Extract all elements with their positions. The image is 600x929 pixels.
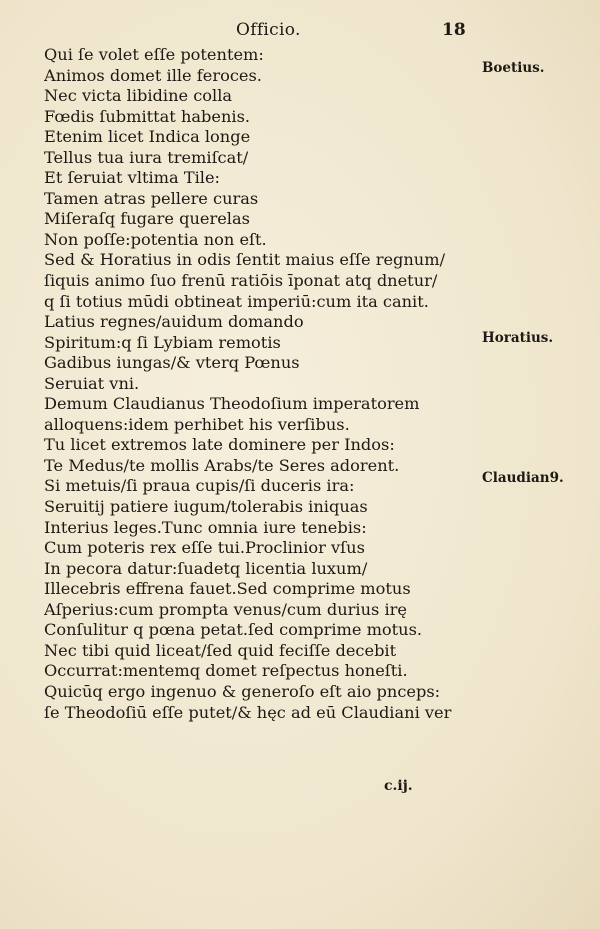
text-line: Illecebris effrena fauet.Sed comprime motus [44,579,411,599]
text-line: Latius regnes/auidum domando [44,312,304,332]
text-line: Tamen atras pellere curas [44,188,259,208]
text-line: alloquens:idem perhibet his verſibus. [44,414,350,434]
text-line: Demum Claudianus Theodoſium imperatorem [44,394,420,414]
margin-note-claudianus: Claudian9. [482,470,564,486]
text-line: Interius leges.Tunc omnia iure tenebis: [44,517,367,537]
folio-number: 18 [442,20,466,40]
text-line: Fœdis ſubmittat habenis. [44,106,251,126]
text-line: Quicūq ergo ingenuo & generoſo eſt aio pnceps: [44,681,441,701]
text-line: Qui ſe volet eſſe potentem: [44,45,264,64]
text-line: Conſulitur q pœna petat.ſed comprime motus. [44,620,423,640]
text-line: Etenim licet Indica longe [44,127,251,147]
text-line: Nec victa libidine colla [44,86,233,106]
text-line: Animos domet ille feroces. [44,65,262,85]
text-line: Miſeraſq fugare querelas [44,209,250,229]
text-line: In pecora datur:ſuadetq licentia luxum/ [44,558,368,578]
text-line: ſiquis animo ſuo frenū ratiōis īponat atq dnetur/ [44,271,438,291]
text-line: ſe Theodoſiū eſſe putet/& hęc ad eū Claudiani ver [44,702,452,722]
signature-mark: c.ij. [384,778,413,794]
text-line: Tellus tua iura tremiſcat/ [44,147,249,167]
text-line: Aſperius:cum prompta venus/cum durius irę [44,599,407,619]
text-line: Occurrat:mentemq domet reſpectus honeſti. [44,661,408,681]
text-line: q ſi totius mūdi obtineat imperiū:cum ita canit. [44,291,429,311]
text-line: Nec tibi quid liceat/ſed quid feciſſe decebit [44,640,397,660]
main-text-block [44,45,476,723]
text-line: Si metuis/ſi praua cupis/ſi duceris ira: [44,476,355,496]
text-line: Et ſeruiat vltima Tile: [44,168,221,188]
text-line: Tu licet extremos late dominere per Indos: [44,435,395,455]
running-head: Officio. [236,20,301,40]
text-line: Seruiat vni. [44,373,140,393]
text-line: Te Medus/te mollis Arabs/te Seres adorent. [44,455,400,475]
margin-note-horatius: Horatius. [482,330,554,346]
text-line: Cum poteris rex eſſe tui.Proclinior vſus [44,538,365,558]
text-line: Non poſſe:potentia non eſt. [44,229,267,249]
text-line: Gadibus iungas/& vterq Pœnus [44,353,300,373]
text-line: Seruitij patiere iugum/tolerabis iniquas [44,497,368,517]
text-line: Spiritum:q ſi Lybiam remotis [44,332,281,352]
margin-note-boetius: Boetius. [482,60,545,76]
text-line: Sed & Horatius in odis ſentit maius eſſe regnum/ [44,250,446,270]
